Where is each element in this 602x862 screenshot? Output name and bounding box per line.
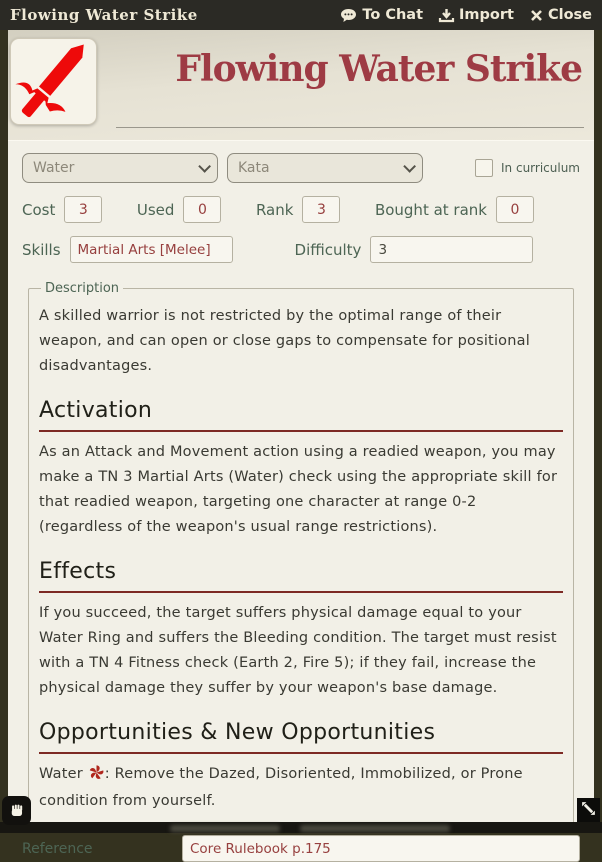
sheet-header bbox=[8, 30, 594, 140]
item-title: Flowing Water Strike bbox=[175, 48, 582, 90]
opportunities-heading: Opportunities & New Opportunities bbox=[39, 720, 563, 754]
item-image[interactable] bbox=[10, 38, 97, 125]
import-button[interactable] bbox=[439, 7, 514, 23]
close-icon bbox=[530, 9, 543, 22]
ring-select-value: Water bbox=[33, 160, 75, 176]
description-legend: Description bbox=[45, 281, 120, 296]
rank-label: Rank bbox=[255, 200, 294, 219]
rank-input[interactable] bbox=[302, 196, 340, 223]
in-curriculum-checkbox[interactable] bbox=[475, 159, 493, 177]
import-label: Import bbox=[459, 7, 514, 23]
close-button[interactable] bbox=[530, 7, 592, 23]
technique-type-select-value: Kata bbox=[238, 160, 270, 176]
description-intro: A skilled warrior is not restricted by the optimal range of their weapon, and can open or close gaps to compensate for positional disadvantages. bbox=[39, 308, 530, 374]
effects-heading: Effects bbox=[39, 559, 563, 593]
background-hotbar-blob bbox=[170, 825, 280, 832]
header-divider bbox=[116, 127, 584, 128]
katana-sword-icon bbox=[15, 41, 93, 123]
technique-type-select[interactable] bbox=[227, 153, 423, 183]
item-sheet-body bbox=[8, 30, 594, 857]
in-curriculum-label: In curriculum bbox=[501, 161, 580, 175]
effects-text: If you succeed, the target suffers physical damage equal to your Water Ring and suffers the Bleeding condition. The target must resist with a TN 4 Fitness check (Earth 2, Fire 5); if they fail, increase the physical damage they suffer by your weapon's base damage. bbox=[39, 605, 557, 696]
sheet-form bbox=[8, 140, 594, 857]
reference-label: Reference bbox=[22, 840, 93, 857]
description-fieldset bbox=[28, 281, 574, 825]
chevron-down-icon bbox=[403, 160, 416, 173]
cost-label: Cost bbox=[22, 200, 56, 219]
used-label: Used bbox=[136, 200, 175, 219]
resize-handle[interactable] bbox=[577, 798, 600, 822]
to-chat-button[interactable] bbox=[340, 7, 423, 23]
download-icon bbox=[439, 8, 454, 23]
background-hotbar-blob bbox=[300, 825, 450, 832]
skills-label: Skills bbox=[22, 240, 61, 259]
activation-heading: Activation bbox=[39, 398, 563, 432]
cost-input[interactable] bbox=[64, 196, 102, 223]
chevron-down-icon bbox=[198, 160, 211, 173]
difficulty-label: Difficulty bbox=[294, 240, 362, 259]
chat-bubble-icon bbox=[340, 8, 357, 23]
opportunities-text: Water : Remove the Dazed, Disoriented, Immobilized, or Prone condition from yourself. bbox=[39, 766, 523, 809]
reference-input[interactable] bbox=[182, 835, 580, 862]
window-bottom-edge bbox=[0, 822, 602, 833]
hand-grab-cursor bbox=[2, 796, 31, 825]
window-titlebar[interactable] bbox=[0, 0, 602, 30]
used-input[interactable] bbox=[183, 196, 221, 223]
opportunity-symbol-icon bbox=[89, 764, 104, 789]
diagonal-resize-icon bbox=[580, 800, 597, 821]
skills-input[interactable] bbox=[70, 236, 233, 263]
window-title: Flowing Water Strike bbox=[10, 6, 198, 24]
bought-at-rank-label: Bought at rank bbox=[374, 200, 487, 219]
difficulty-input[interactable] bbox=[370, 236, 533, 263]
bought-at-rank-input[interactable] bbox=[496, 196, 534, 223]
to-chat-label: To Chat bbox=[362, 7, 424, 23]
activation-text: As an Attack and Movement action using a readied weapon, you may make a TN 3 Martial Arts (Water) check using the appropriate skill for that readied weapon, targeting one character at range 0-2 (regardless of the weapon's usual range restrictions). bbox=[39, 444, 558, 535]
ring-select[interactable] bbox=[22, 153, 218, 183]
close-label: Close bbox=[547, 7, 592, 23]
